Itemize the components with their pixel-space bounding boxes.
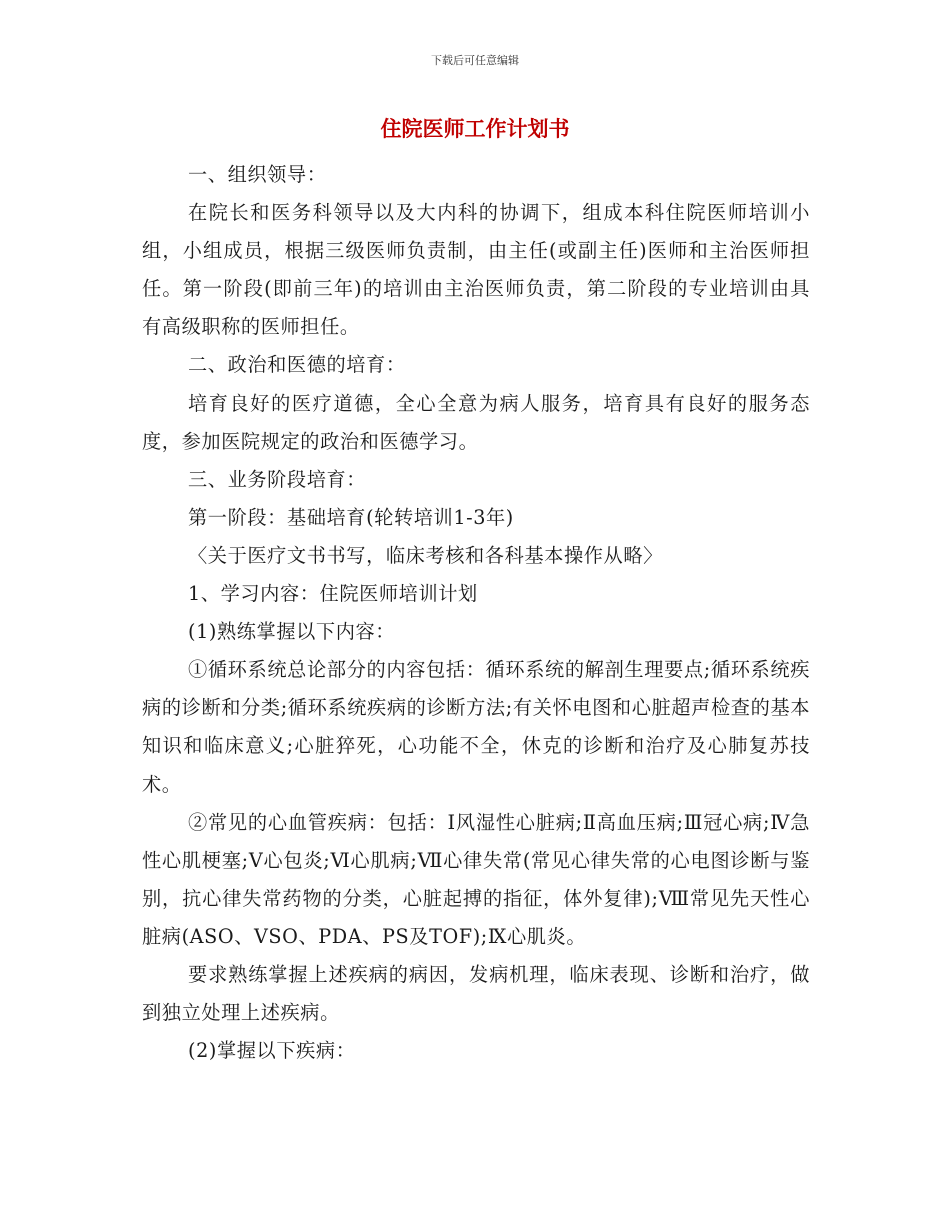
page-header: 下载后可任意编辑 xyxy=(431,54,519,67)
document-title: 住院医师工作计划书 xyxy=(380,117,570,141)
paragraph-cardiovascular-diseases: ②常见的心血管疾病：包括：Ⅰ风湿性心脏病;Ⅱ高血压病;Ⅲ冠心病;Ⅳ急性心肌梗塞;Ⅴ心包炎;Ⅵ心肌病;Ⅶ心律失常(常见心律失常的心电图诊断与鉴别，抗心律失常药物的分类，心脏起搏的指征，体外复律);Ⅷ常见先天性心脏病(ASO、VSO、PDA、PS及TOF);Ⅸ心肌炎。 xyxy=(142,810,810,948)
section-heading-organization: 一、组织领导： xyxy=(188,163,327,186)
paragraph-ethics: 培育良好的医疗道德，全心全意为病人服务，培育具有良好的服务态度，参加医院规定的政治和医德学习。 xyxy=(142,391,810,453)
paragraph-learning-content: 1、学习内容：住院医师培训计划 xyxy=(188,582,478,606)
paragraph-note: 〈关于医疗文书书写，临床考核和各科基本操作从略〉 xyxy=(188,543,663,567)
paragraph-master-diseases: (2)掌握以下疾病： xyxy=(188,1039,356,1063)
paragraph-organization: 在院长和医务科领导以及大内科的协调下，组成本科住院医师培训小组，小组成员，根据三级医师负责制，由主任(或副主任)医师和主治医师担任。第一阶段(即前三年)的培训由主治医师负责，第二阶段的专业培训由具有高级职称的医师担任。 xyxy=(142,201,810,339)
paragraph-master-list: (1)熟练掌握以下内容： xyxy=(188,620,396,644)
section-heading-ethics: 二、政治和医德的培育： xyxy=(188,353,406,377)
paragraph-circulatory-system: ①循环系统总论部分的内容包括：循环系统的解剖生理要点;循环系统疾病的诊断和分类;循环系统疾病的诊断方法;有关怀电图和心脏超声检查的基本知识和临床意义;心脏猝死，心功能不全，休克的诊断和治疗及心肺复苏技术。 xyxy=(142,658,810,796)
section-heading-training: 三、业务阶段培育： xyxy=(188,467,367,491)
paragraph-requirements: 要求熟练掌握上述疾病的病因，发病机理，临床表现、诊断和治疗，做到独立处理上述疾病。 xyxy=(142,962,810,1025)
document-body xyxy=(142,156,810,1070)
paragraph-stage-one: 第一阶段：基础培育(轮转培训1-3年) xyxy=(188,505,514,529)
